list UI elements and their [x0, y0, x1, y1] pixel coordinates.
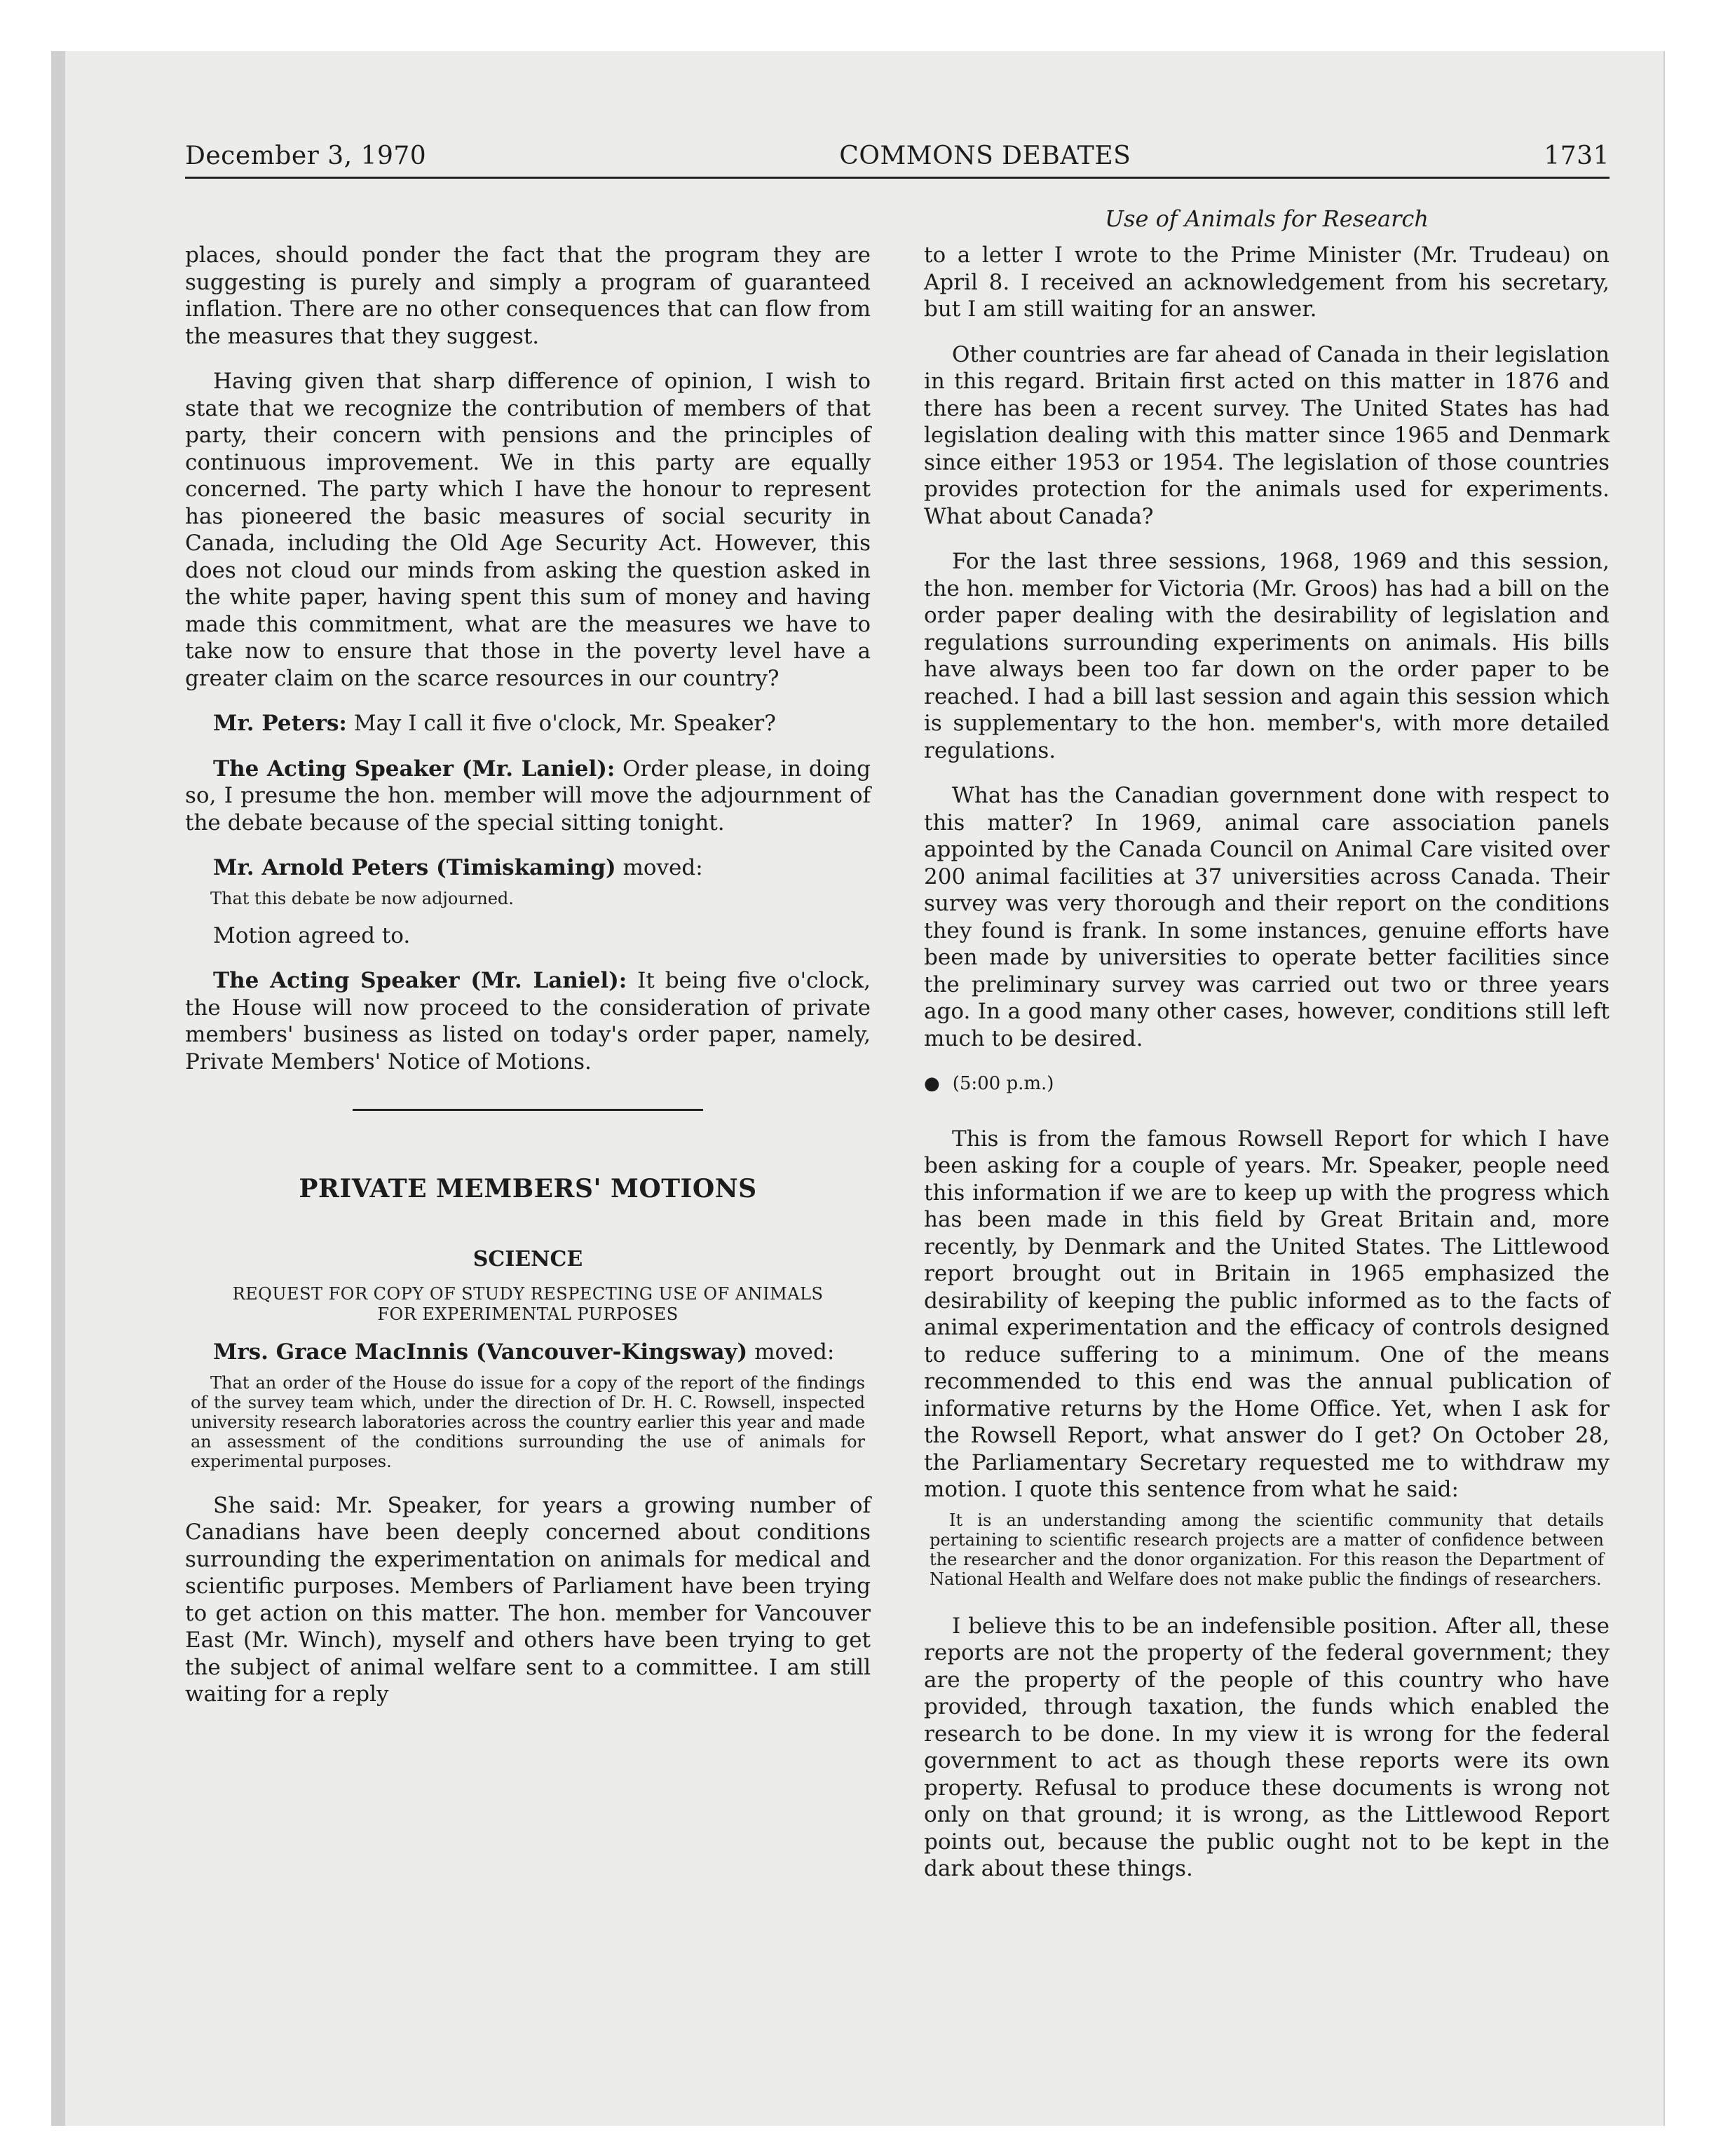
paragraph: This is from the famous Rowsell Report for which I have been asking for a couple of years. Mr. Speaker, people need this information if we are to keep up with the progress which has been made in this field by Great Britain and, more recently, by Denmark and the United States. The Littlewood report brought out in Britain in 1965 emphasized the desirability of keeping the public informed as to the facts of animal experimentation and the efficacy of controls designed to reduce suffering to a minimum. One of the means recommended to this end was the annual publication of informative returns by the Home Office. Yet, when I ask for the Rowsell Report, what answer do I get? On October 28, the Parliamentary Secretary requested me to withdraw my motion. I quote this sentence from what he said:	[924, 1126, 1610, 1502]
paragraph: What has the Canadian government done with respect to this matter? In 1969, animal care association panels appointed by the Canada Council on Animal Care visited over 200 animal facilities at 37 universities across Canada. Their survey was very thorough and their report on the conditions they found is frank. In some instances, genuine efforts have been made by universities to operate better facilities since the preliminary survey was carried out two or three years ago. In a good many other cases, however, conditions still left much to be desired.	[924, 783, 1610, 1051]
paragraph: Motion agreed to.	[213, 922, 411, 948]
speech	[185, 756, 871, 837]
motion-quote: That an order of the House do issue for a copy of the report of the findings of the survey team which, under the direction of Dr. H. C. Rowsell, inspected university research laboratories across the country earlier this year and made an assessment of the conditions surrounding the use of animals for experimental purposes.	[191, 1372, 865, 1471]
quoted-statement: It is an understanding among the scientific community that details pertaining to scientific research projects are a matter of confidence between the researcher and the donor organization. For this reason the Department of National Health and Welfare does not make public the findings of researchers.	[930, 1510, 1604, 1589]
speech	[185, 710, 871, 737]
paragraph: I believe this to be an indefensible position. After all, these reports are not the property of the federal government; they are the property of the people of this country who have provided, through taxation, the funds which enabled the research to be done. In my view it is wrong for the federal government to act as though these reports were its own property. Refusal to produce these documents is wrong not only on that ground; it is wrong, as the Littlewood Report points out, because the public ought not to be kept in the dark about these things.	[924, 1613, 1610, 1881]
speech-text: moved:	[615, 855, 703, 880]
paragraph: to a letter I wrote to the Prime Minister (Mr. Trudeau) on April 8. I received an acknowledgement from his secretary, but I am still waiting for an answer.	[924, 243, 1610, 322]
subsection-heading: SCIENCE	[472, 1247, 583, 1271]
speech	[185, 854, 871, 882]
running-title: Use of Animals for Research	[1105, 205, 1429, 232]
bullet-icon: ●	[924, 1073, 940, 1094]
time-marker-text: (5:00 p.m.)	[952, 1073, 1054, 1094]
speech	[185, 1339, 871, 1366]
speaker-name: Mr. Peters:	[213, 711, 347, 736]
paragraph: She said: Mr. Speaker, for years a growing number of Canadians have been deeply concerned about conditions surrounding the experimentation on animals for medical and scientific purposes. Members of Parliament have been trying to get action on this matter. The hon. member for Vancouver East (Mr. Winch), myself and others have been trying to get the subject of animal welfare sent to a committee. I am still waiting for a reply	[185, 1492, 871, 1707]
header-page-number: 1731	[1544, 142, 1610, 170]
speech-text: moved:	[747, 1339, 835, 1365]
page-header	[185, 142, 1610, 170]
right-column	[924, 242, 1610, 1901]
speech	[185, 967, 871, 1075]
header-rule	[185, 177, 1610, 179]
speaker-name: The Acting Speaker (Mr. Laniel):	[213, 756, 615, 782]
motion-title: REQUEST FOR COPY OF STUDY RESPECTING USE OF ANIMALS FOR EXPERIMENTAL PURPOSES	[232, 1284, 824, 1324]
time-marker	[924, 1070, 1610, 1098]
paragraph: places, should ponder the fact that the program they are suggesting is purely and simply a program of guaranteed inflation. There are no other consequences that can flow from the measures that they suggest.	[185, 243, 871, 349]
speaker-name: Mrs. Grace MacInnis (Vancouver-Kingsway)	[213, 1339, 748, 1365]
header-date: December 3, 1970	[185, 142, 427, 170]
speech-text: It being five o'clock, the House will now proceed to the consideration of private members' business as listed on today's order paper, namely, Private Members' Notice of Motions.	[185, 968, 871, 1074]
paragraph: Having given that sharp difference of opinion, I wish to state that we recognize the contribution of members of that party, their concern with pensions and the principles of continuous improvement. We in this party are equally concerned. The party which I have the honour to represent has pioneered the basic measures of social security in Canada, including the Old Age Security Act. However, this does not cloud our minds from asking the question asked in the white paper, having spent this sum of money and having made this commitment, what are the measures we have to take now to ensure that those in the poverty level have a greater claim on the scarce resources in our country?	[185, 369, 871, 691]
section-divider	[353, 1109, 703, 1111]
section-heading: PRIVATE MEMBERS' MOTIONS	[299, 1174, 757, 1203]
motion-quote: That this debate be now adjourned.	[210, 888, 514, 908]
paragraph: For the last three sessions, 1968, 1969 and this session, the hon. member for Victoria (Mr. Groos) has had a bill on the order paper dealing with the desirability of legislation and regulations surrounding experiments on animals. His bills have always been too far down on the order paper to be reached. I had a bill last session and again this session which is supplementary to the hon. member's, with more detailed regulations.	[924, 549, 1610, 763]
speaker-name: The Acting Speaker (Mr. Laniel):	[213, 968, 627, 993]
speech-text: Order please, in doing so, I presume the hon. member will move the adjournment of the debate because of the special sitting tonight.	[185, 756, 871, 835]
header-publication: COMMONS DEBATES	[839, 142, 1131, 170]
left-column	[185, 242, 871, 1726]
paragraph: Other countries are far ahead of Canada in their legislation in this regard. Britain first acted on this matter in 1876 and there has been a recent survey. The United States has had legislation dealing with this matter since 1965 and Denmark since either 1953 or 1954. The legislation of those countries provides protection for the animals used for experiments. What about Canada?	[924, 341, 1610, 529]
speaker-name: Mr. Arnold Peters (Timiskaming)	[213, 855, 616, 880]
speech-text: May I call it five o'clock, Mr. Speaker?	[346, 711, 776, 736]
